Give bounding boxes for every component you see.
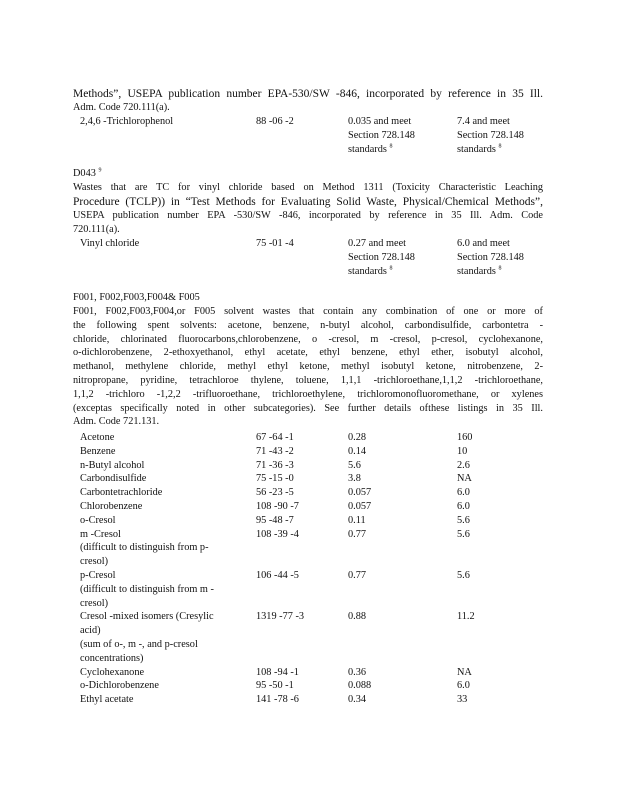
cas-number: 1319 -77 -3 xyxy=(256,611,305,623)
waste-description-line: chloride, chlorinated fluorocarbons,chlorobenzene, o -cresol, m -cresol, p-cresol, cyclohexanone, xyxy=(73,333,543,345)
cas-number: 141 -78 -6 xyxy=(256,694,299,706)
waste-description-line: F001, F002,F003,F004,or F005 solvent wastes that contain any combination of one or more of xyxy=(73,306,543,317)
constituent-name: Carbondisulfide xyxy=(80,473,147,485)
nonwastewater-standard: standards $^8$ xyxy=(457,265,502,277)
constituent-name: Cresol -mixed isomers (Cresylic xyxy=(80,611,214,623)
wastewater-standard: 0.035 and meet xyxy=(348,116,412,127)
constituent-name: Carbontetrachloride xyxy=(80,487,163,499)
wastewater-standard: 0.77 xyxy=(348,570,367,581)
waste-description-line: nitropropane, pyridine, tetrachloroe thylene, toluene, 1,1,1 -trichloroethane,1,1,2 -trichloroethane, xyxy=(73,375,543,386)
cas-number: 88 -06 -2 xyxy=(256,116,294,127)
wastewater-standard: 3.8 xyxy=(348,473,361,485)
constituent-name: Ethyl acetate xyxy=(80,694,134,706)
waste-code-heading: D043 $^9$ xyxy=(73,167,102,179)
waste-description-line: o-dichlorobenzene, 2-ethoxyethanol, ethyl acetate, ethyl benzene, ethyl ether, isobutyl alcohol, xyxy=(73,347,543,359)
cas-number: 108 -94 -1 xyxy=(256,666,299,678)
wastewater-standard: 5.6 xyxy=(348,459,361,471)
constituent-note: cresol) xyxy=(80,597,109,609)
cas-number: 95 -50 -1 xyxy=(256,680,294,692)
cas-number: 95 -48 -7 xyxy=(256,514,294,526)
nonwastewater-standard: NA xyxy=(457,473,472,485)
nonwastewater-standard: 5.6 xyxy=(457,570,470,581)
footnote-marker: 8 xyxy=(498,143,502,150)
cas-number: 75 -15 -0 xyxy=(256,473,294,485)
nonwastewater-standard: 5.6 xyxy=(457,514,470,526)
footnote-marker: 8 xyxy=(389,265,393,272)
footnote-marker: 8 xyxy=(389,143,393,150)
constituent-name: o-Cresol xyxy=(80,514,116,526)
nonwastewater-standard: Section 728.148 xyxy=(457,252,524,263)
wastewater-standard: 0.34 xyxy=(348,694,367,706)
constituent-name: 2,4,6 -Trichlorophenol xyxy=(80,116,174,127)
wastewater-standard: standards $^8$ xyxy=(348,143,393,155)
wastewater-standard: Section 728.148 xyxy=(348,130,415,141)
cas-number: 71 -36 -3 xyxy=(256,459,294,471)
constituent-note: concentrations) xyxy=(80,652,144,664)
constituent-note: cresol) xyxy=(80,556,109,568)
constituent-name: m -Cresol xyxy=(80,528,121,540)
wastewater-standard: 0.27 and meet xyxy=(348,238,407,249)
waste-description-line: (exceptas specifically noted in other subcategories). See further details ofthese listings in 35 Ill. xyxy=(73,402,543,414)
wastewater-standard: 0.11 xyxy=(348,514,366,526)
constituent-note: (sum of o-, m -, and p-cresol xyxy=(80,639,198,650)
constituent-name: Chlorobenzene xyxy=(80,501,143,512)
wastewater-standard: 0.14 xyxy=(348,445,367,457)
constituent-name: p-Cresol xyxy=(80,570,116,581)
constituent-note: acid) xyxy=(80,625,101,637)
waste-description-line: Wastes that are TC for vinyl chloride based on Method 1311 (Toxicity Characteristic Leaching xyxy=(73,182,543,193)
wastewater-standard: 0.088 xyxy=(348,680,372,692)
constituent-note: (difficult to distinguish from m - xyxy=(80,583,214,595)
cas-number: 75 -01 -4 xyxy=(256,238,294,249)
waste-description-line: the following spent solvents: acetone, benzene, n-butyl alcohol, carbondisulfide, carbontetra - xyxy=(73,319,543,331)
constituent-name: Benzene xyxy=(80,445,116,457)
footnote-marker: 8 xyxy=(498,265,502,272)
wastewater-standard: Section 728.148 xyxy=(348,252,415,263)
waste-code-heading: F001, F002,F003,F004& F005 xyxy=(73,292,200,303)
cas-number: 108 -90 -7 xyxy=(256,501,299,512)
constituent-note: (difficult to distinguish from p- xyxy=(80,542,209,554)
cas-number: 56 -23 -5 xyxy=(256,487,294,499)
waste-description-line: 1,1,2 -trichloro -1,2,2 -trifluoroethane, trichloroethylene, trichloromonofluoromethane, or xylenes xyxy=(73,388,543,400)
nonwastewater-standard: NA xyxy=(457,666,472,678)
constituent-name: Acetone xyxy=(80,432,115,443)
wastewater-standard: standards $^8$ xyxy=(348,265,393,277)
nonwastewater-standard: 6.0 xyxy=(457,487,470,499)
constituent-name: o-Dichlorobenzene xyxy=(80,680,159,692)
wastewater-standard: 0.88 xyxy=(348,611,367,623)
nonwastewater-standard: 6.0 xyxy=(457,680,470,692)
constituent-name: Cyclohexanone xyxy=(80,666,145,678)
waste-description-line: Procedure (TCLP)) in “Test Methods for Evaluating Solid Waste, Physical/Chemical Methods”, xyxy=(73,196,543,208)
constituent-name: n-Butyl alcohol xyxy=(80,459,145,471)
cas-number: 108 -39 -4 xyxy=(256,528,299,540)
wastewater-standard: 0.28 xyxy=(348,432,367,443)
nonwastewater-standard: 7.4 and meet xyxy=(457,116,510,127)
footnote-marker: 9 xyxy=(98,167,102,174)
waste-description-line: 720.111(a). xyxy=(73,224,120,235)
wastewater-standard: 0.77 xyxy=(348,528,367,540)
methods-reference-line: Methods”, USEPA publication number EPA-530/SW -846, incorporated by reference in 35 Ill. xyxy=(73,88,543,100)
waste-description-line: methanol, methylene chloride, methyl ethyl ketone, methyl isobutyl ketone, nitrobenzene, 2- xyxy=(73,361,543,373)
nonwastewater-standard: standards $^8$ xyxy=(457,143,502,155)
wastewater-standard: 0.057 xyxy=(348,501,372,512)
cas-number: 71 -43 -2 xyxy=(256,445,294,457)
methods-reference-line-2: Adm. Code 720.111(a). xyxy=(73,102,170,113)
nonwastewater-standard: 11.2 xyxy=(457,611,475,623)
nonwastewater-standard: 6.0 xyxy=(457,501,470,512)
nonwastewater-standard: 2.6 xyxy=(457,459,470,471)
nonwastewater-standard: 33 xyxy=(457,694,468,706)
wastewater-standard: 0.36 xyxy=(348,666,367,678)
nonwastewater-standard: 10 xyxy=(457,445,468,457)
waste-description-line: Adm. Code 721.131. xyxy=(73,416,160,428)
cas-number: 106 -44 -5 xyxy=(256,570,299,581)
wastewater-standard: 0.057 xyxy=(348,487,372,499)
cas-number: 67 -64 -1 xyxy=(256,432,294,443)
nonwastewater-standard: 5.6 xyxy=(457,528,470,540)
nonwastewater-standard: 160 xyxy=(457,432,473,443)
waste-description-line: USEPA publication number EPA -530/SW -846, incorporated by reference in 35 Ill. Adm. Code xyxy=(73,210,543,221)
constituent-name: Vinyl chloride xyxy=(80,238,140,249)
nonwastewater-standard: Section 728.148 xyxy=(457,130,524,141)
nonwastewater-standard: 6.0 and meet xyxy=(457,238,510,249)
